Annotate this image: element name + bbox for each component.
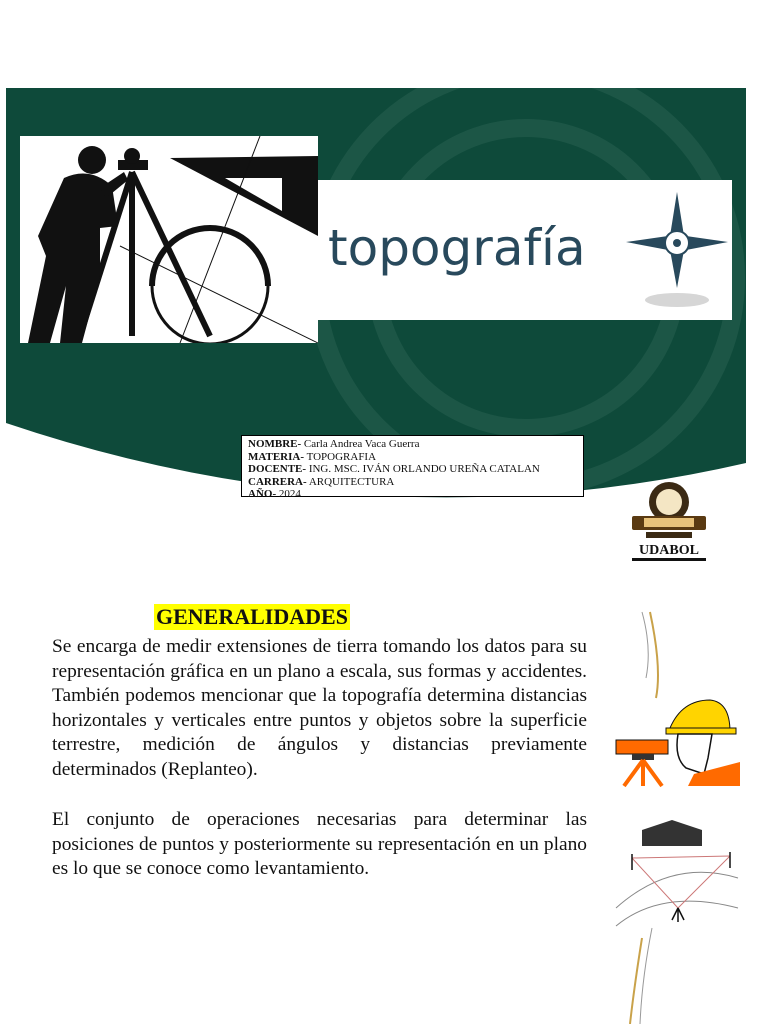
- engineer-icon: [616, 700, 740, 786]
- surveyor-illustration: [20, 136, 318, 343]
- info-carrera: CARRERA- ARQUITECTURA: [248, 475, 395, 488]
- info-anio: AÑO- 2024: [248, 488, 301, 500]
- logo-text: UDABOL: [639, 543, 699, 558]
- university-logo: [624, 478, 714, 568]
- info-materia: MATERIA- TOPOGRAFIA: [248, 450, 377, 463]
- side-illustrations: [612, 608, 742, 1024]
- paragraph-2: El conjunto de operaciones necesarias para determinar las posiciones de puntos y posteriormente su representación en un plano es lo que se conoce como levantamiento.: [52, 809, 587, 879]
- compass-icon: [622, 188, 732, 316]
- info-nombre: NOMBRE- Carla Andrea Vaca Guerra: [248, 438, 420, 450]
- info-docente: DOCENTE- ING. MSC. IVÁN ORLANDO UREÑA CATALAN: [248, 463, 540, 475]
- section-heading: GENERALIDADES: [156, 604, 348, 629]
- paragraph-1: Se encarga de medir extensiones de tierra tomando los datos para su representación gráfica en un plano a escala, sus formas y accidentes. También podemos mencionar que la topografía determina distancias horizontales y verticales entre puntos y objetos sobre la superficie terrestre, medición de ángulos y distancias previamente determinados (Replanteo).: [52, 636, 587, 780]
- field-sketch-icon: [616, 820, 738, 926]
- cover-title: topografía: [328, 219, 586, 277]
- student-info-box: [241, 435, 584, 500]
